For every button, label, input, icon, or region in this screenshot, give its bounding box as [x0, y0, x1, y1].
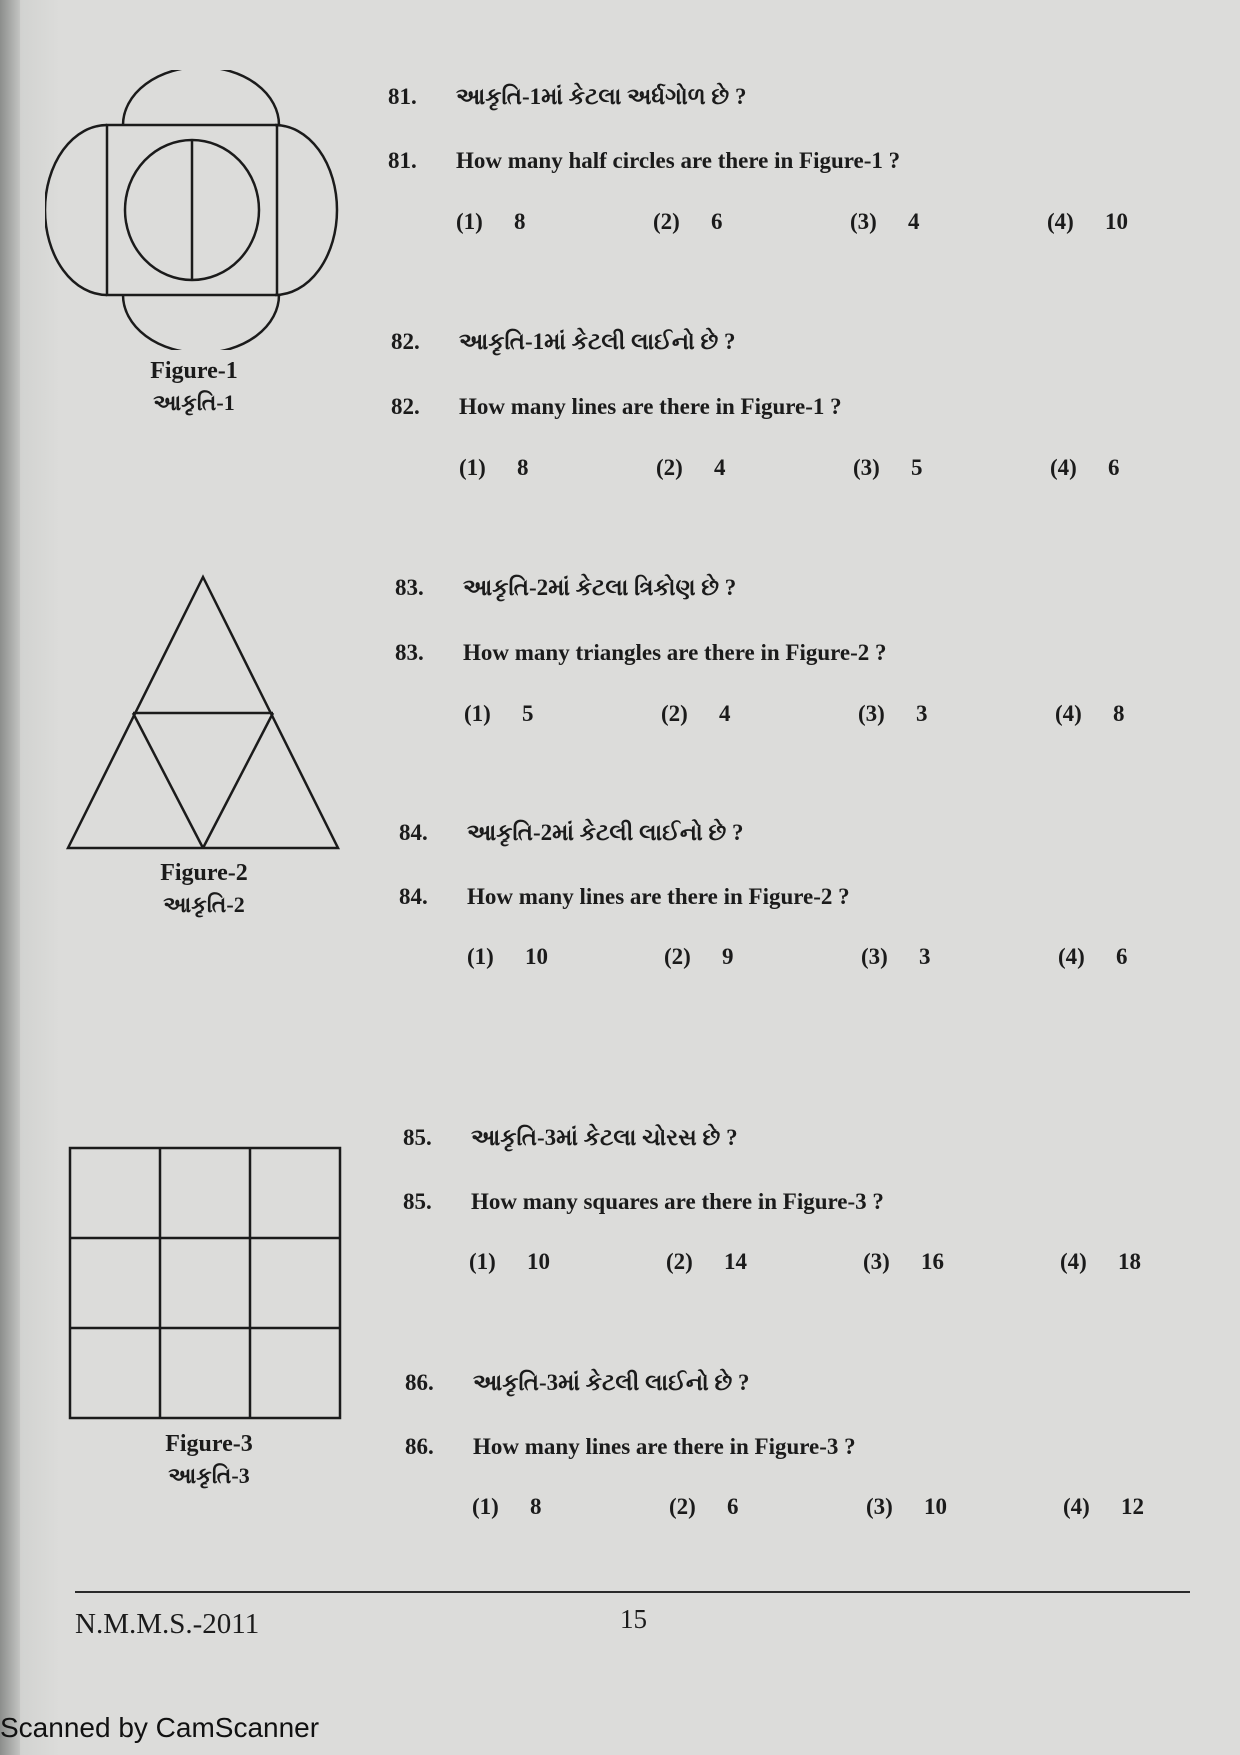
- option-value: 3: [919, 944, 931, 969]
- question-81-gu: [388, 84, 746, 110]
- option-label: (3): [866, 1494, 893, 1519]
- question-83-options: [464, 701, 1240, 727]
- option-2[interactable]: [666, 1249, 863, 1275]
- option-value: 10: [924, 1494, 947, 1519]
- question-85-en: [403, 1189, 884, 1215]
- figure-caption-en: Figure-1: [150, 358, 238, 384]
- question-86-en: [405, 1434, 856, 1460]
- question-number: 81.: [388, 84, 417, 109]
- option-1[interactable]: [467, 944, 664, 970]
- option-value: 10: [525, 944, 548, 969]
- question-84-en: [399, 884, 850, 910]
- option-3[interactable]: [858, 701, 1055, 727]
- question-number: 83.: [395, 575, 424, 600]
- option-label: (2): [653, 209, 680, 234]
- question-82-options: [459, 455, 1240, 481]
- option-4[interactable]: [1060, 1249, 1240, 1275]
- question-text-en: How many triangles are there in Figure-2 ?: [463, 640, 887, 665]
- question-number: 84.: [399, 820, 428, 845]
- option-value: 10: [527, 1249, 550, 1274]
- question-number: 85.: [403, 1125, 432, 1150]
- option-value: 8: [530, 1494, 542, 1519]
- option-3[interactable]: [853, 455, 1050, 481]
- option-label: (3): [850, 209, 877, 234]
- question-81-en: [388, 148, 900, 174]
- option-label: (4): [1047, 209, 1074, 234]
- question-number: 84.: [399, 884, 428, 909]
- figure-1-caption: [74, 355, 314, 419]
- option-label: (1): [456, 209, 483, 234]
- option-label: (2): [656, 455, 683, 480]
- option-label: (3): [861, 944, 888, 969]
- figure-3-caption: [89, 1428, 329, 1492]
- option-value: 6: [727, 1494, 739, 1519]
- question-85-options: [469, 1249, 1240, 1275]
- page-number: 15: [620, 1604, 647, 1634]
- option-1[interactable]: [472, 1494, 669, 1520]
- option-4[interactable]: [1047, 209, 1240, 235]
- figure-caption-en: Figure-2: [160, 860, 248, 886]
- option-value: 4: [714, 455, 726, 480]
- question-text-en: How many lines are there in Figure-3 ?: [473, 1434, 856, 1459]
- option-3[interactable]: [861, 944, 1058, 970]
- option-value: 8: [514, 209, 526, 234]
- question-84-options: [467, 944, 1240, 970]
- figure-2-caption: [84, 857, 324, 921]
- figure-caption-gu: આકૃતિ-1: [153, 390, 235, 415]
- option-1[interactable]: [459, 455, 656, 481]
- option-label: (4): [1060, 1249, 1087, 1274]
- option-value: 4: [908, 209, 920, 234]
- question-81-options: [456, 209, 1240, 235]
- question-86-options: [472, 1494, 1240, 1520]
- option-1[interactable]: [469, 1249, 666, 1275]
- option-value: 8: [1113, 701, 1125, 726]
- option-3[interactable]: [863, 1249, 1060, 1275]
- option-label: (4): [1058, 944, 1085, 969]
- footer-divider: [75, 1591, 1190, 1593]
- question-text-gu: આકૃતિ-3માં કેટલી લાઈનો છે ?: [473, 1370, 750, 1395]
- option-2[interactable]: [656, 455, 853, 481]
- option-label: (1): [459, 455, 486, 480]
- option-label: (3): [858, 701, 885, 726]
- option-value: 14: [724, 1249, 747, 1274]
- option-3[interactable]: [850, 209, 1047, 235]
- question-text-en: How many lines are there in Figure-1 ?: [459, 394, 842, 419]
- option-value: 18: [1118, 1249, 1141, 1274]
- option-value: 6: [1108, 455, 1120, 480]
- question-text-gu: આકૃતિ-2માં કેટલી લાઈનો છે ?: [467, 820, 744, 845]
- figure-2-diagram: [60, 570, 350, 855]
- question-text-gu: આકૃતિ-2માં કેટલા ત્રિકોણ છે ?: [463, 575, 737, 600]
- question-number: 81.: [388, 148, 417, 173]
- question-text-gu: આકૃતિ-1માં કેટલા અર્ધગોળ છે ?: [456, 84, 747, 109]
- figure-caption-en: Figure-3: [165, 1431, 253, 1457]
- option-label: (1): [464, 701, 491, 726]
- question-86-gu: [405, 1370, 750, 1396]
- option-value: 4: [719, 701, 731, 726]
- figure-caption-gu: આકૃતિ-3: [168, 1463, 250, 1488]
- option-value: 6: [711, 209, 723, 234]
- figure-1-diagram: [45, 70, 345, 350]
- option-4[interactable]: [1063, 1494, 1240, 1520]
- option-value: 12: [1121, 1494, 1144, 1519]
- option-label: (4): [1063, 1494, 1090, 1519]
- option-2[interactable]: [653, 209, 850, 235]
- option-value: 5: [522, 701, 534, 726]
- question-text-en: How many squares are there in Figure-3 ?: [471, 1189, 884, 1214]
- question-text-en: How many lines are there in Figure-2 ?: [467, 884, 850, 909]
- option-label: (1): [467, 944, 494, 969]
- option-3[interactable]: [866, 1494, 1063, 1520]
- option-1[interactable]: [464, 701, 661, 727]
- option-2[interactable]: [661, 701, 858, 727]
- option-value: 5: [911, 455, 923, 480]
- option-label: (3): [853, 455, 880, 480]
- option-value: 3: [916, 701, 928, 726]
- question-number: 82.: [391, 329, 420, 354]
- option-label: (4): [1050, 455, 1077, 480]
- option-2[interactable]: [664, 944, 861, 970]
- question-82-en: [391, 394, 842, 420]
- question-number: 86.: [405, 1370, 434, 1395]
- option-value: 10: [1105, 209, 1128, 234]
- binding-edge: [0, 0, 20, 1755]
- option-label: (3): [863, 1249, 890, 1274]
- question-number: 85.: [403, 1189, 432, 1214]
- scanner-watermark: Scanned by CamScanner: [0, 1712, 320, 1743]
- question-number: 83.: [395, 640, 424, 665]
- question-text-gu: આકૃતિ-1માં કેટલી લાઈનો છે ?: [459, 329, 736, 354]
- question-82-gu: [391, 329, 736, 355]
- option-4[interactable]: [1055, 701, 1240, 727]
- question-text-en: How many half circles are there in Figure-1 ?: [456, 148, 901, 173]
- question-85-gu: [403, 1125, 738, 1151]
- question-83-gu: [395, 575, 736, 601]
- option-1[interactable]: [456, 209, 653, 235]
- option-value: 8: [517, 455, 529, 480]
- option-value: 6: [1116, 944, 1128, 969]
- question-text-gu: આકૃતિ-3માં કેટલા ચોરસ છે ?: [471, 1125, 738, 1150]
- question-83-en: [395, 640, 887, 666]
- option-label: (2): [664, 944, 691, 969]
- option-4[interactable]: [1050, 455, 1240, 481]
- figure-caption-gu: આકૃતિ-2: [163, 892, 245, 917]
- option-label: (2): [669, 1494, 696, 1519]
- option-4[interactable]: [1058, 944, 1240, 970]
- option-label: (4): [1055, 701, 1082, 726]
- question-number: 82.: [391, 394, 420, 419]
- option-label: (2): [661, 701, 688, 726]
- question-84-gu: [399, 820, 744, 846]
- option-label: (2): [666, 1249, 693, 1274]
- option-value: 9: [722, 944, 734, 969]
- exam-code: N.M.M.S.-2011: [75, 1608, 260, 1640]
- figure-3-diagram: [66, 1143, 346, 1423]
- option-label: (1): [472, 1494, 499, 1519]
- option-label: (1): [469, 1249, 496, 1274]
- option-2[interactable]: [669, 1494, 866, 1520]
- option-value: 16: [921, 1249, 944, 1274]
- question-number: 86.: [405, 1434, 434, 1459]
